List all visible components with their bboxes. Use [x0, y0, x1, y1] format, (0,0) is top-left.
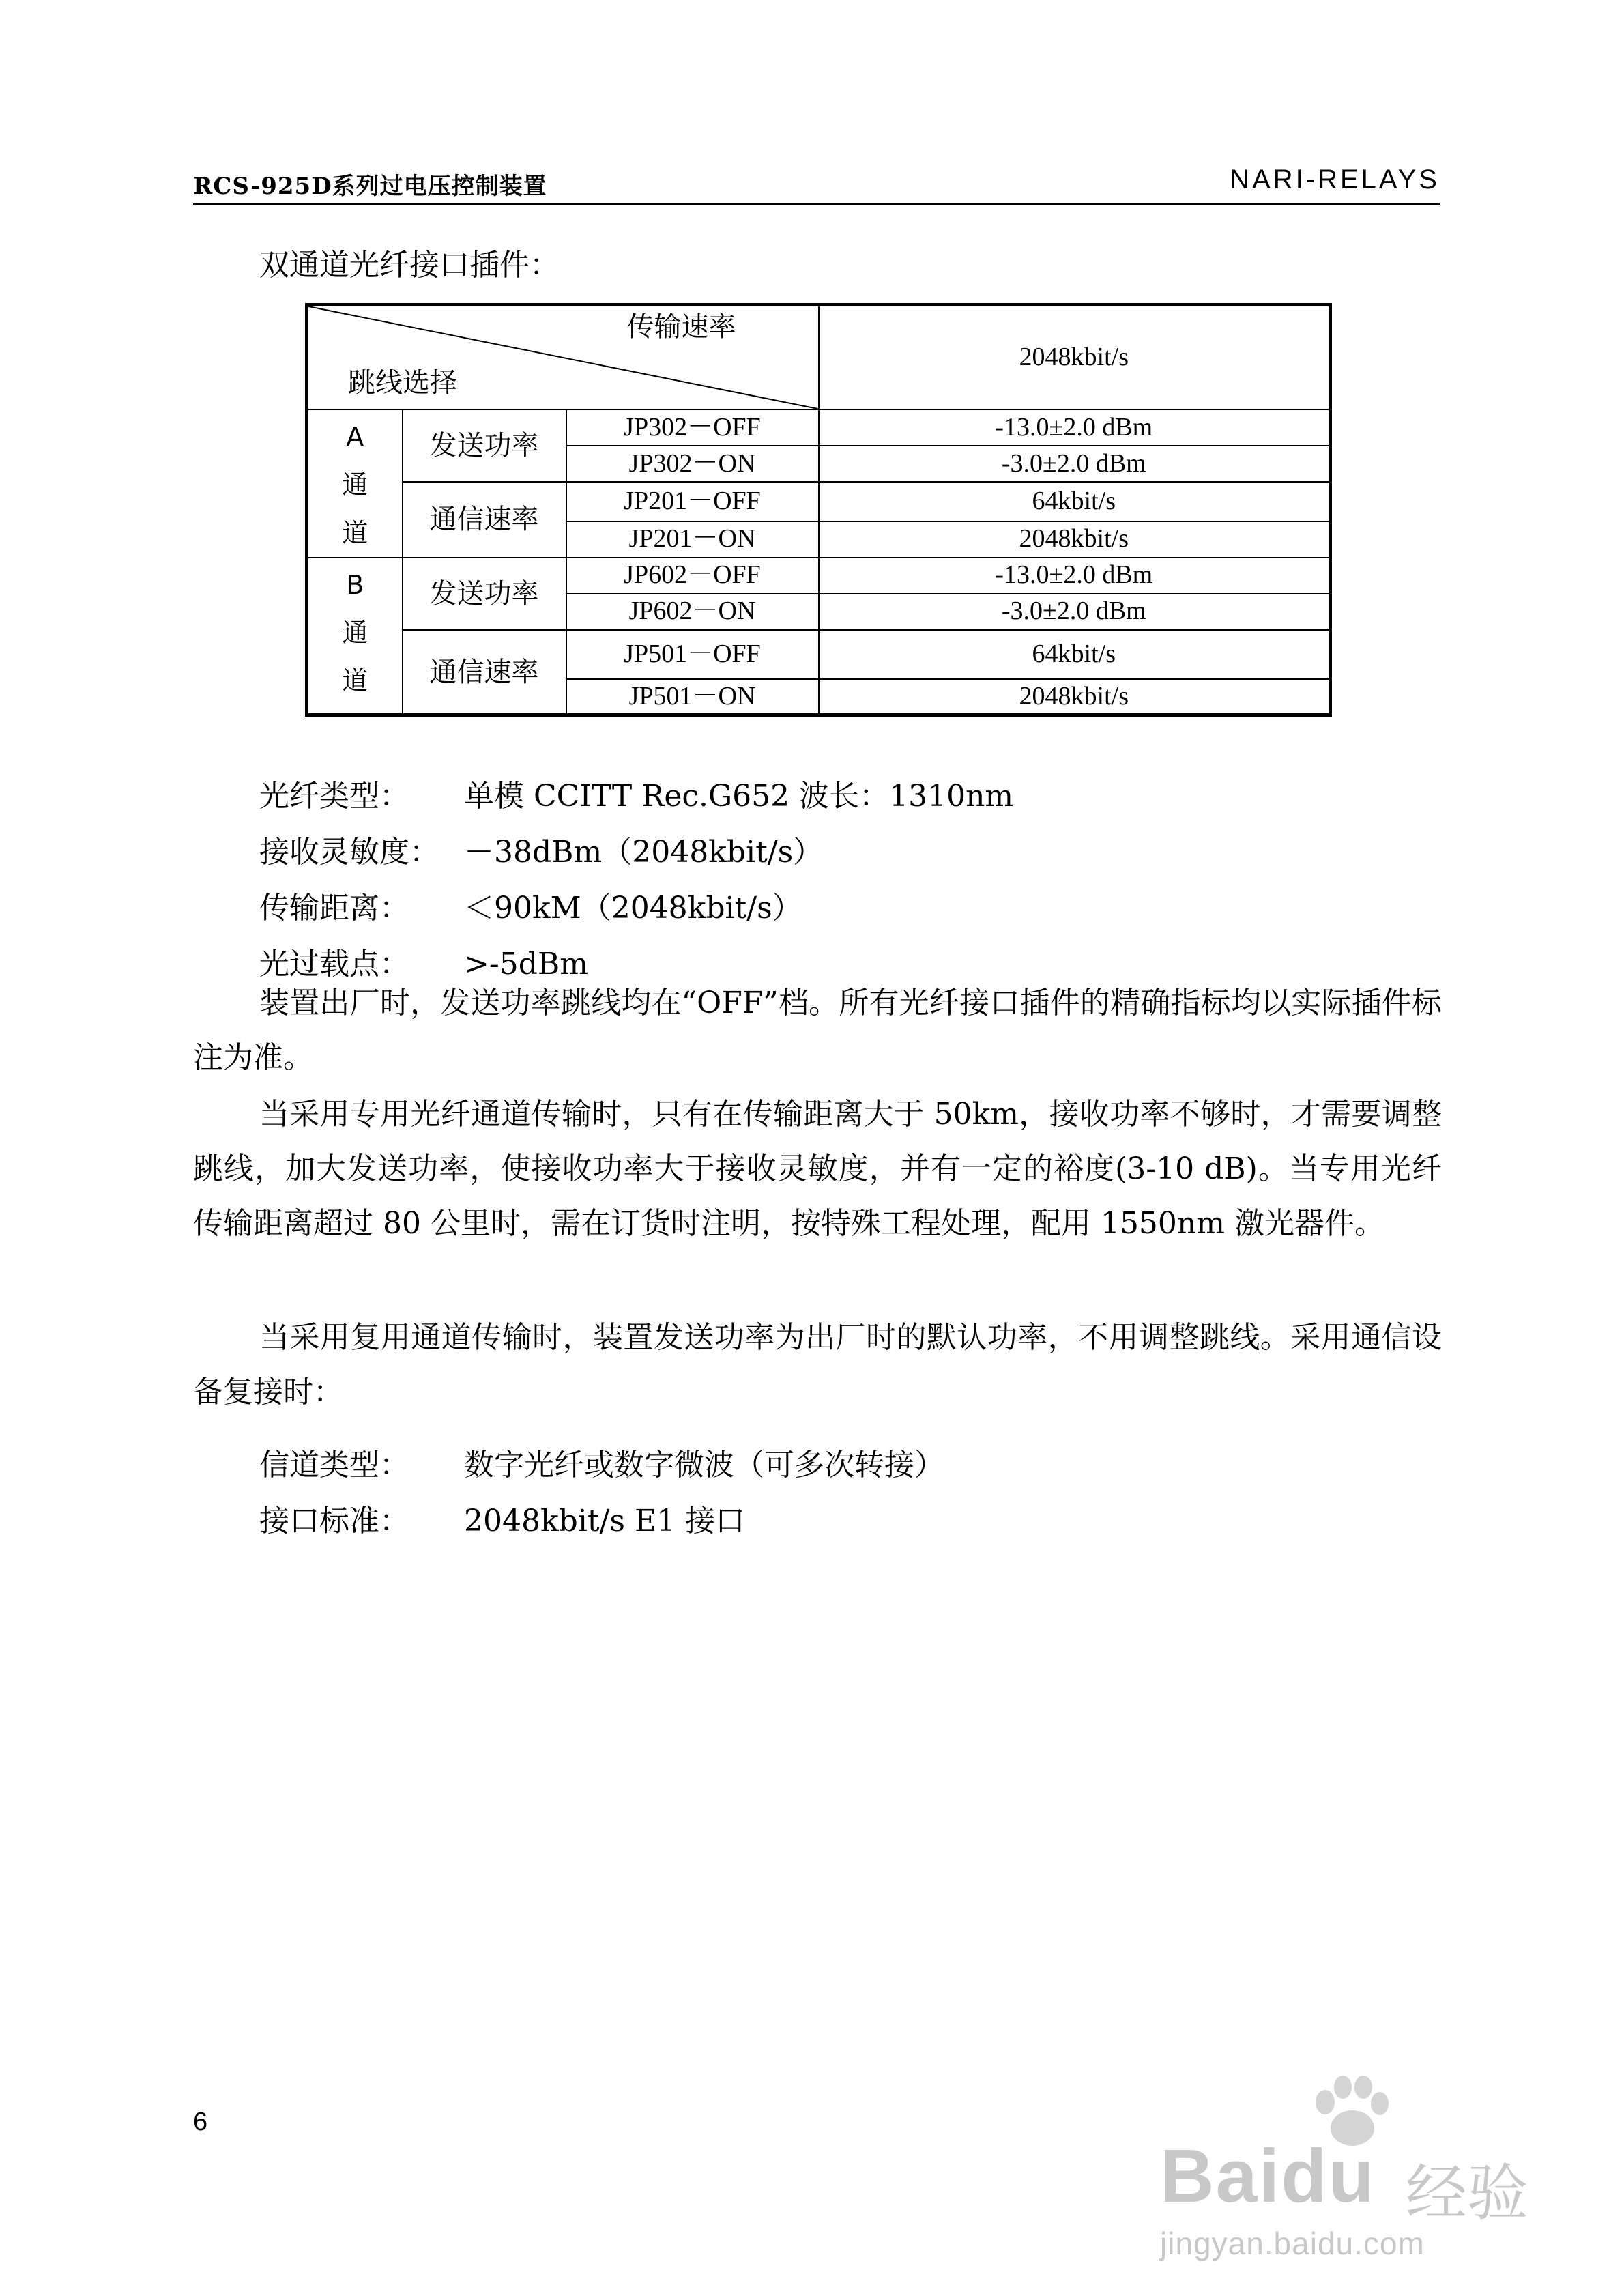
diag-header-rate: 传输速率	[626, 311, 736, 343]
jumper-cell: JP302－ON	[566, 446, 819, 482]
watermark-product: 经验	[1406, 2157, 1528, 2229]
spec-distance	[259, 883, 802, 927]
diagonal-header-cell	[307, 305, 819, 410]
header-brand: NARI-RELAYS	[1230, 164, 1440, 195]
spec-value: 单模 CCITT Rec.G652 波长：1310nm	[464, 779, 1014, 814]
value-cell: 64kbit/s	[819, 482, 1331, 521]
watermark-url: jingyan.baidu.com	[1160, 2226, 1425, 2261]
value-cell: 2048kbit/s	[819, 521, 1331, 558]
table-row	[307, 482, 1331, 521]
spec-fiber-type	[259, 771, 1013, 815]
jumper-cell: JP602－ON	[566, 594, 819, 630]
group-send-power: 发送功率	[403, 558, 566, 630]
header-title: RCS-925D系列过电压控制装置	[193, 173, 547, 200]
jumper-cell: JP201－ON	[566, 521, 819, 558]
jumper-cell: JP602－OFF	[566, 558, 819, 594]
intro-text: 双通道光纤接口插件：	[259, 248, 560, 283]
spec-value: ＜90kM（2048kbit/s）	[464, 891, 802, 925]
table-row	[307, 630, 1331, 679]
baidu-watermark	[1160, 2075, 1542, 2259]
spec-interface	[259, 1496, 745, 1540]
diag-header-jumper: 跳线选择	[348, 367, 457, 399]
value-cell: -13.0±2.0 dBm	[819, 558, 1331, 594]
spec-value: 2048kbit/s E1 接口	[464, 1504, 746, 1538]
channel-a-cell: A 通 道	[307, 410, 403, 558]
channel-b-cell: B 通 道	[307, 558, 403, 715]
value-cell: -3.0±2.0 dBm	[819, 446, 1331, 482]
value-cell: -13.0±2.0 dBm	[819, 410, 1331, 446]
group-comm-rate: 通信速率	[403, 630, 566, 715]
jumper-cell: JP201－OFF	[566, 482, 819, 521]
spec-value: －38dBm（2048kbit/s）	[464, 835, 824, 870]
jumper-cell: JP501－ON	[566, 679, 819, 715]
table-header-row	[307, 305, 1331, 410]
spec-label: 接口标准：	[259, 1504, 409, 1538]
spec-label: 传输距离：	[259, 891, 409, 925]
spec-label: 接收灵敏度：	[259, 835, 439, 870]
paragraph-factory-default: 装置出厂时，发送功率跳线均在“OFF”档。所有光纤接口插件的精确指标均以实际插件标注为准。	[193, 986, 1442, 1075]
table-row	[307, 558, 1331, 594]
value-cell: 64kbit/s	[819, 630, 1331, 679]
fiber-spec-table	[305, 303, 1332, 717]
value-cell: -3.0±2.0 dBm	[819, 594, 1331, 630]
header-divider	[193, 203, 1440, 205]
spec-channel-type	[259, 1440, 944, 1484]
paragraph-dedicated-fiber: 当采用专用光纤通道传输时，只有在传输距离大于 50km，接收功率不够时，才需要调整跳线，加大发送功率，使接收功率大于接收灵敏度，并有一定的裕度(3-10 dB)。当专用光纤传输距离超过 80 公里时，需在订货时注明，按特殊工程处理，配用 1550nm 激光器件。	[193, 1097, 1442, 1241]
spec-label: 信道类型：	[259, 1448, 409, 1482]
rate-header-cell: 2048kbit/s	[819, 305, 1331, 410]
paragraph-multiplexed: 当采用复用通道传输时，装置发送功率为出厂时的默认功率，不用调整跳线。采用通信设备复接时：	[193, 1320, 1442, 1409]
page-number: 6	[193, 2108, 208, 2136]
spec-sensitivity	[259, 827, 823, 871]
spec-value: >-5dBm	[464, 947, 588, 981]
watermark-brand: Baidu	[1160, 2134, 1376, 2218]
spec-value: 数字光纤或数字微波（可多次转接）	[464, 1448, 944, 1482]
jumper-cell: JP302－OFF	[566, 410, 819, 446]
jumper-cell: JP501－OFF	[566, 630, 819, 679]
value-cell: 2048kbit/s	[819, 679, 1331, 715]
table-row	[307, 410, 1331, 446]
spec-label: 光过载点：	[259, 947, 409, 981]
group-comm-rate: 通信速率	[403, 482, 566, 558]
spec-label: 光纤类型：	[259, 779, 409, 814]
group-send-power: 发送功率	[403, 410, 566, 482]
